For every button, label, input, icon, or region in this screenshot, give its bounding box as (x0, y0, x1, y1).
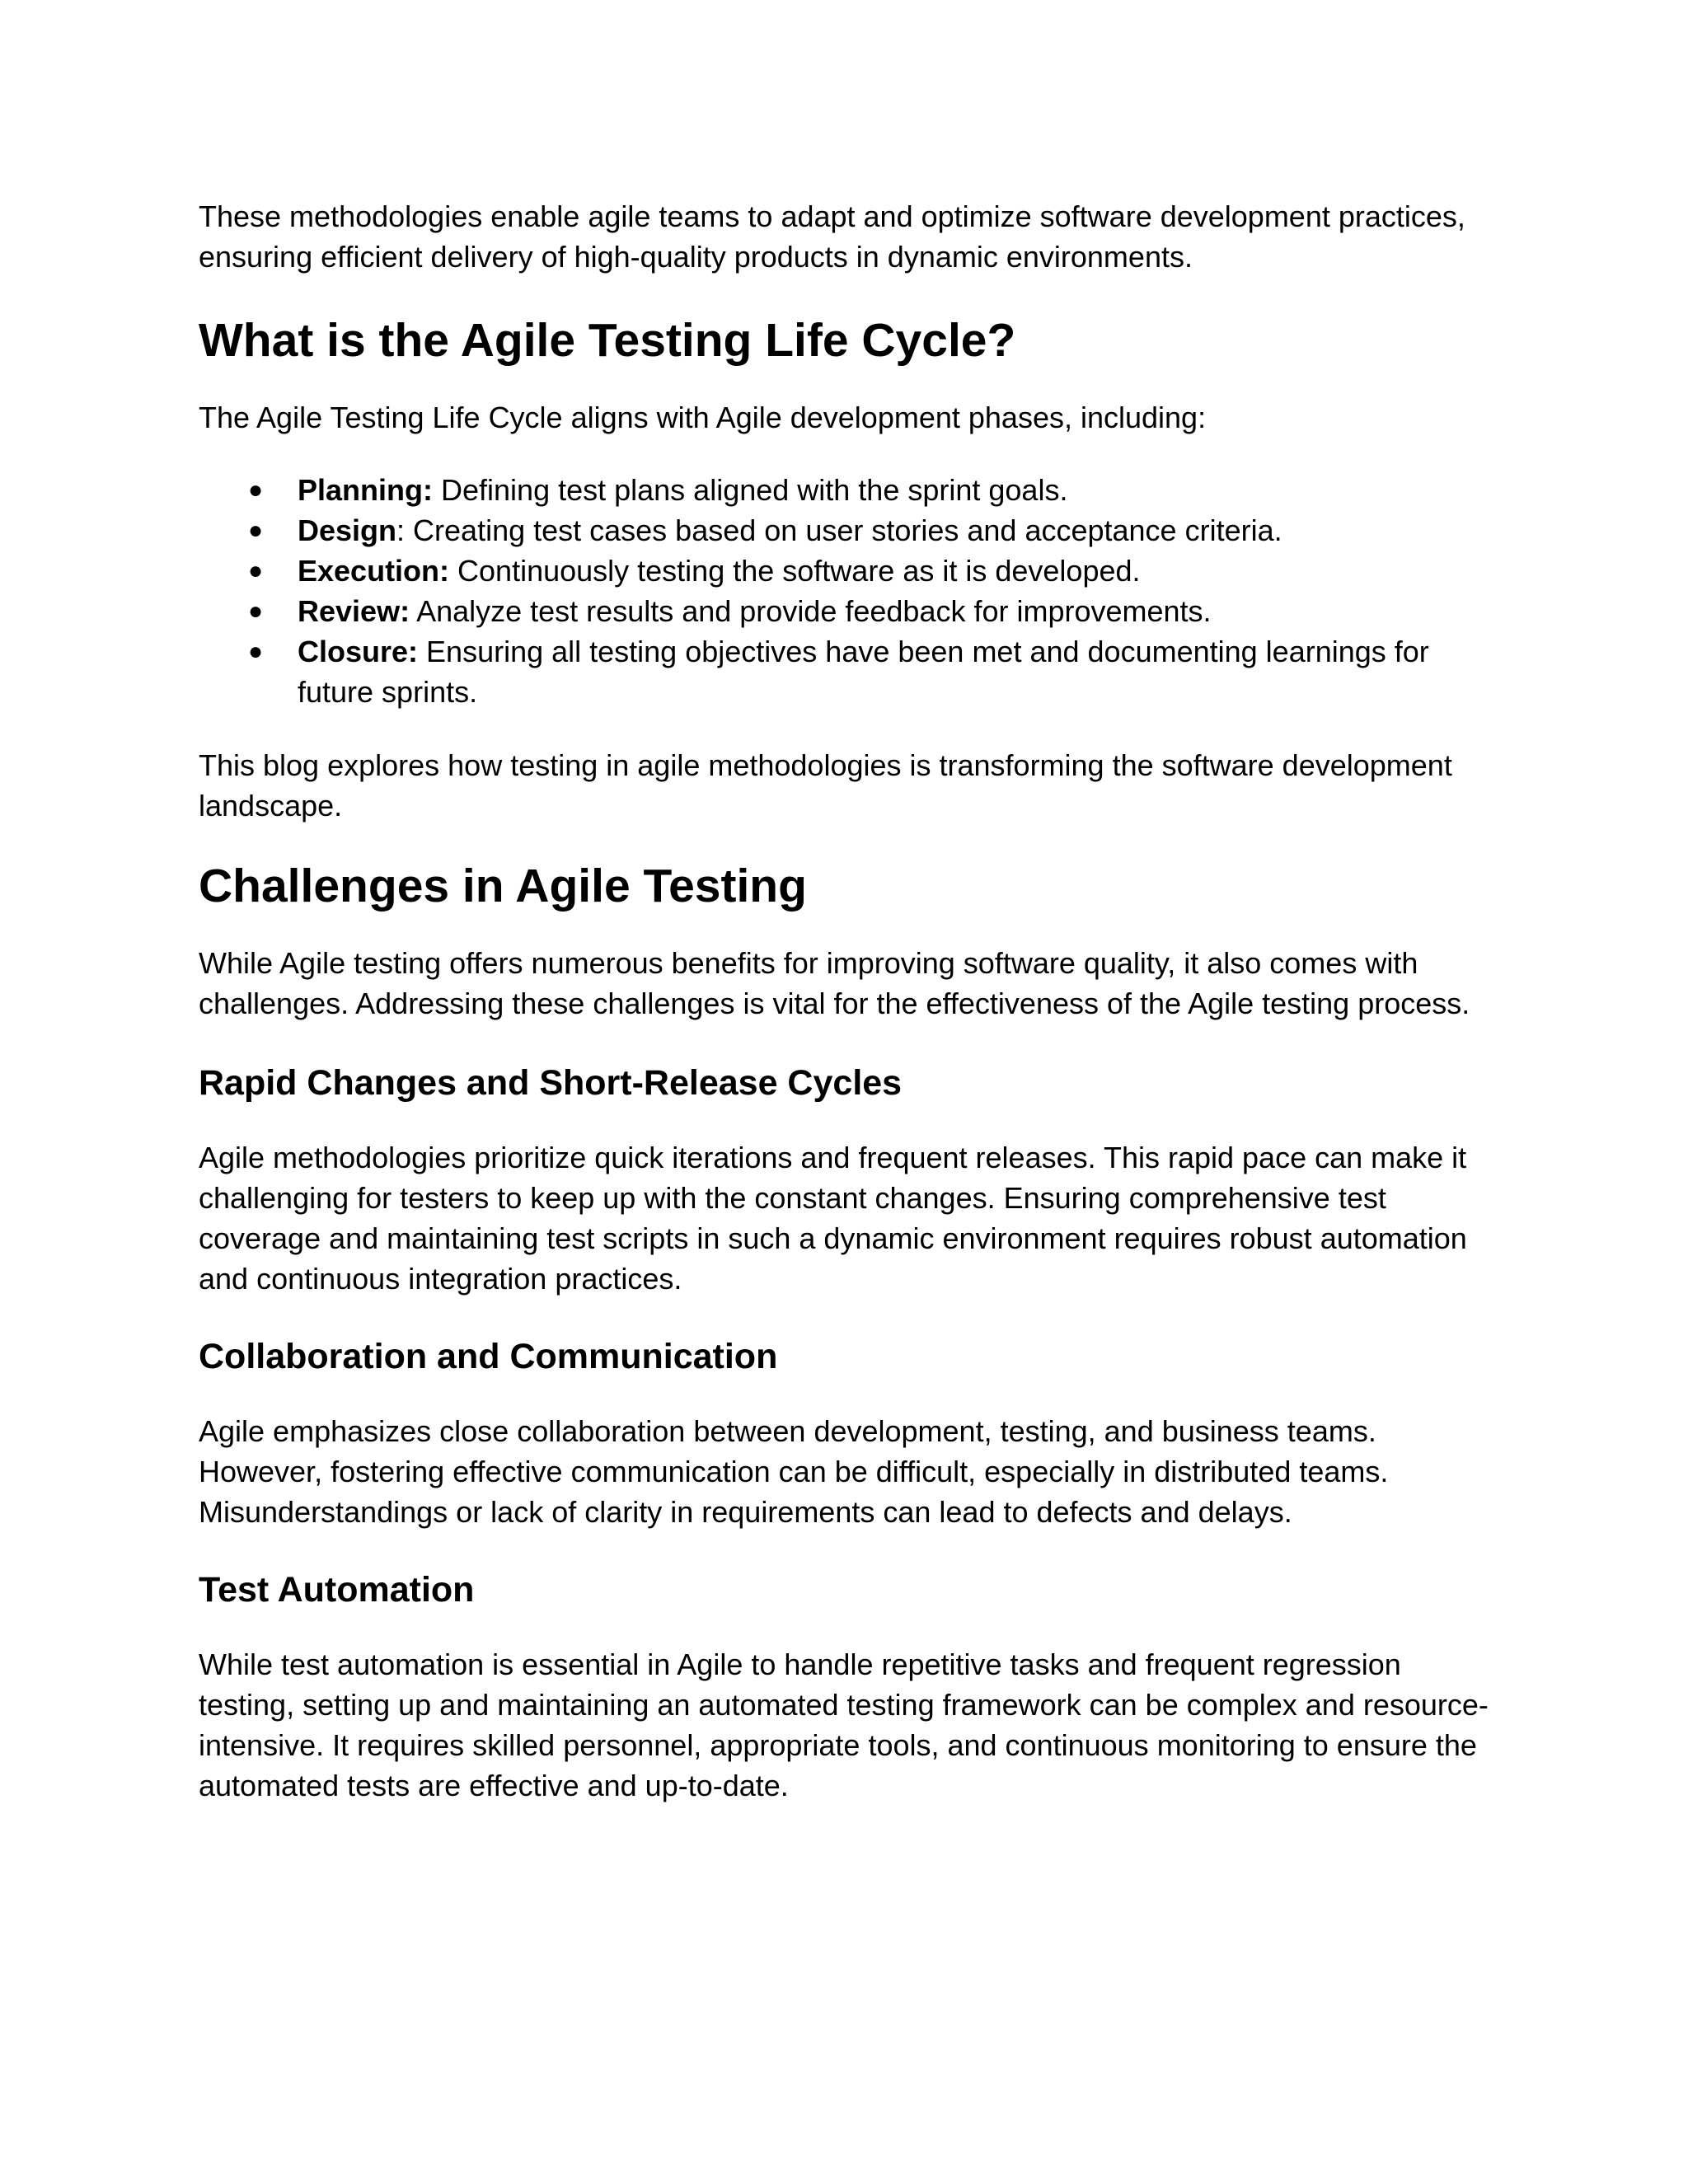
phase-description: Continuously testing the software as it is developed. (449, 554, 1141, 588)
phase-term: Planning: (298, 473, 433, 507)
challenges-intro-paragraph: While Agile testing offers numerous benefits for improving software quality, it also comes with challenges. Addressing these challenges is vital for the effectiveness of the Agile testing process. (199, 946, 1470, 1020)
phase-description: : Creating test cases based on user stories and acceptance criteria. (396, 513, 1282, 547)
bullet-icon: ● (248, 557, 264, 584)
phase-description: Analyze test results and provide feedback for improvements. (410, 594, 1212, 628)
phase-term: Review: (298, 594, 410, 628)
bullet-icon: ● (248, 517, 264, 544)
list-item-execution (199, 551, 1501, 591)
bullet-icon: ● (248, 598, 264, 625)
heading-agile-testing-life-cycle: What is the Agile Testing Life Cycle? (199, 314, 1016, 367)
blog-closing-paragraph: This blog explores how testing in agile methodologies is transforming the software development landscape. (199, 748, 1452, 823)
phase-description: Ensuring all testing objectives have been met and documenting learnings for future sprints. (298, 635, 1429, 709)
list-item-design (199, 510, 1501, 551)
list-item-closure (199, 631, 1501, 712)
phase-term: Execution: (298, 554, 450, 588)
document-body (199, 196, 1501, 1806)
rapid-changes-paragraph: Agile methodologies prioritize quick iterations and frequent releases. This rapid pace can make it challenging for testers to keep up with the constant changes. Ensuring comprehensive test coverage and maintaining test scripts in such a dynamic environment requires robust automation and continuous integration practices. (199, 1141, 1467, 1296)
lifecycle-intro-paragraph: The Agile Testing Life Cycle aligns with Agile development phases, including: (199, 401, 1207, 434)
heading-collaboration: Collaboration and Communication (199, 1337, 778, 1376)
heading-challenges-in-agile-testing: Challenges in Agile Testing (199, 860, 807, 912)
heading-rapid-changes: Rapid Changes and Short-Release Cycles (199, 1063, 903, 1103)
heading-test-automation: Test Automation (199, 1570, 475, 1610)
bullet-icon: ● (248, 476, 264, 504)
phase-description: Defining test plans aligned with the sprint goals. (433, 473, 1068, 507)
intro-paragraph: These methodologies enable agile teams to adapt and optimize software development practices, ensuring efficient delivery of high-quality products in dynamic environments. (199, 199, 1465, 274)
lifecycle-phase-list (199, 470, 1501, 712)
phase-term: Closure: (298, 635, 419, 668)
phase-term: Design (298, 513, 397, 547)
list-item-review (199, 591, 1501, 631)
list-item-planning (199, 470, 1501, 510)
collaboration-paragraph: Agile emphasizes close collaboration between development, testing, and business teams. However, fostering effective communication can be difficult, especially in distributed teams. Misunderstandings or lack of clarity in requirements can lead to defects and delays. (199, 1414, 1389, 1529)
bullet-icon: ● (248, 638, 264, 665)
test-automation-paragraph: While test automation is essential in Agile to handle repetitive tasks and frequent regression testing, setting up and maintaining an automated testing framework can be complex and resource-intensive. It requires skilled personnel, appropriate tools, and continuous monitoring to ensure the automated tests are effective and up-to-date. (199, 1647, 1489, 1802)
